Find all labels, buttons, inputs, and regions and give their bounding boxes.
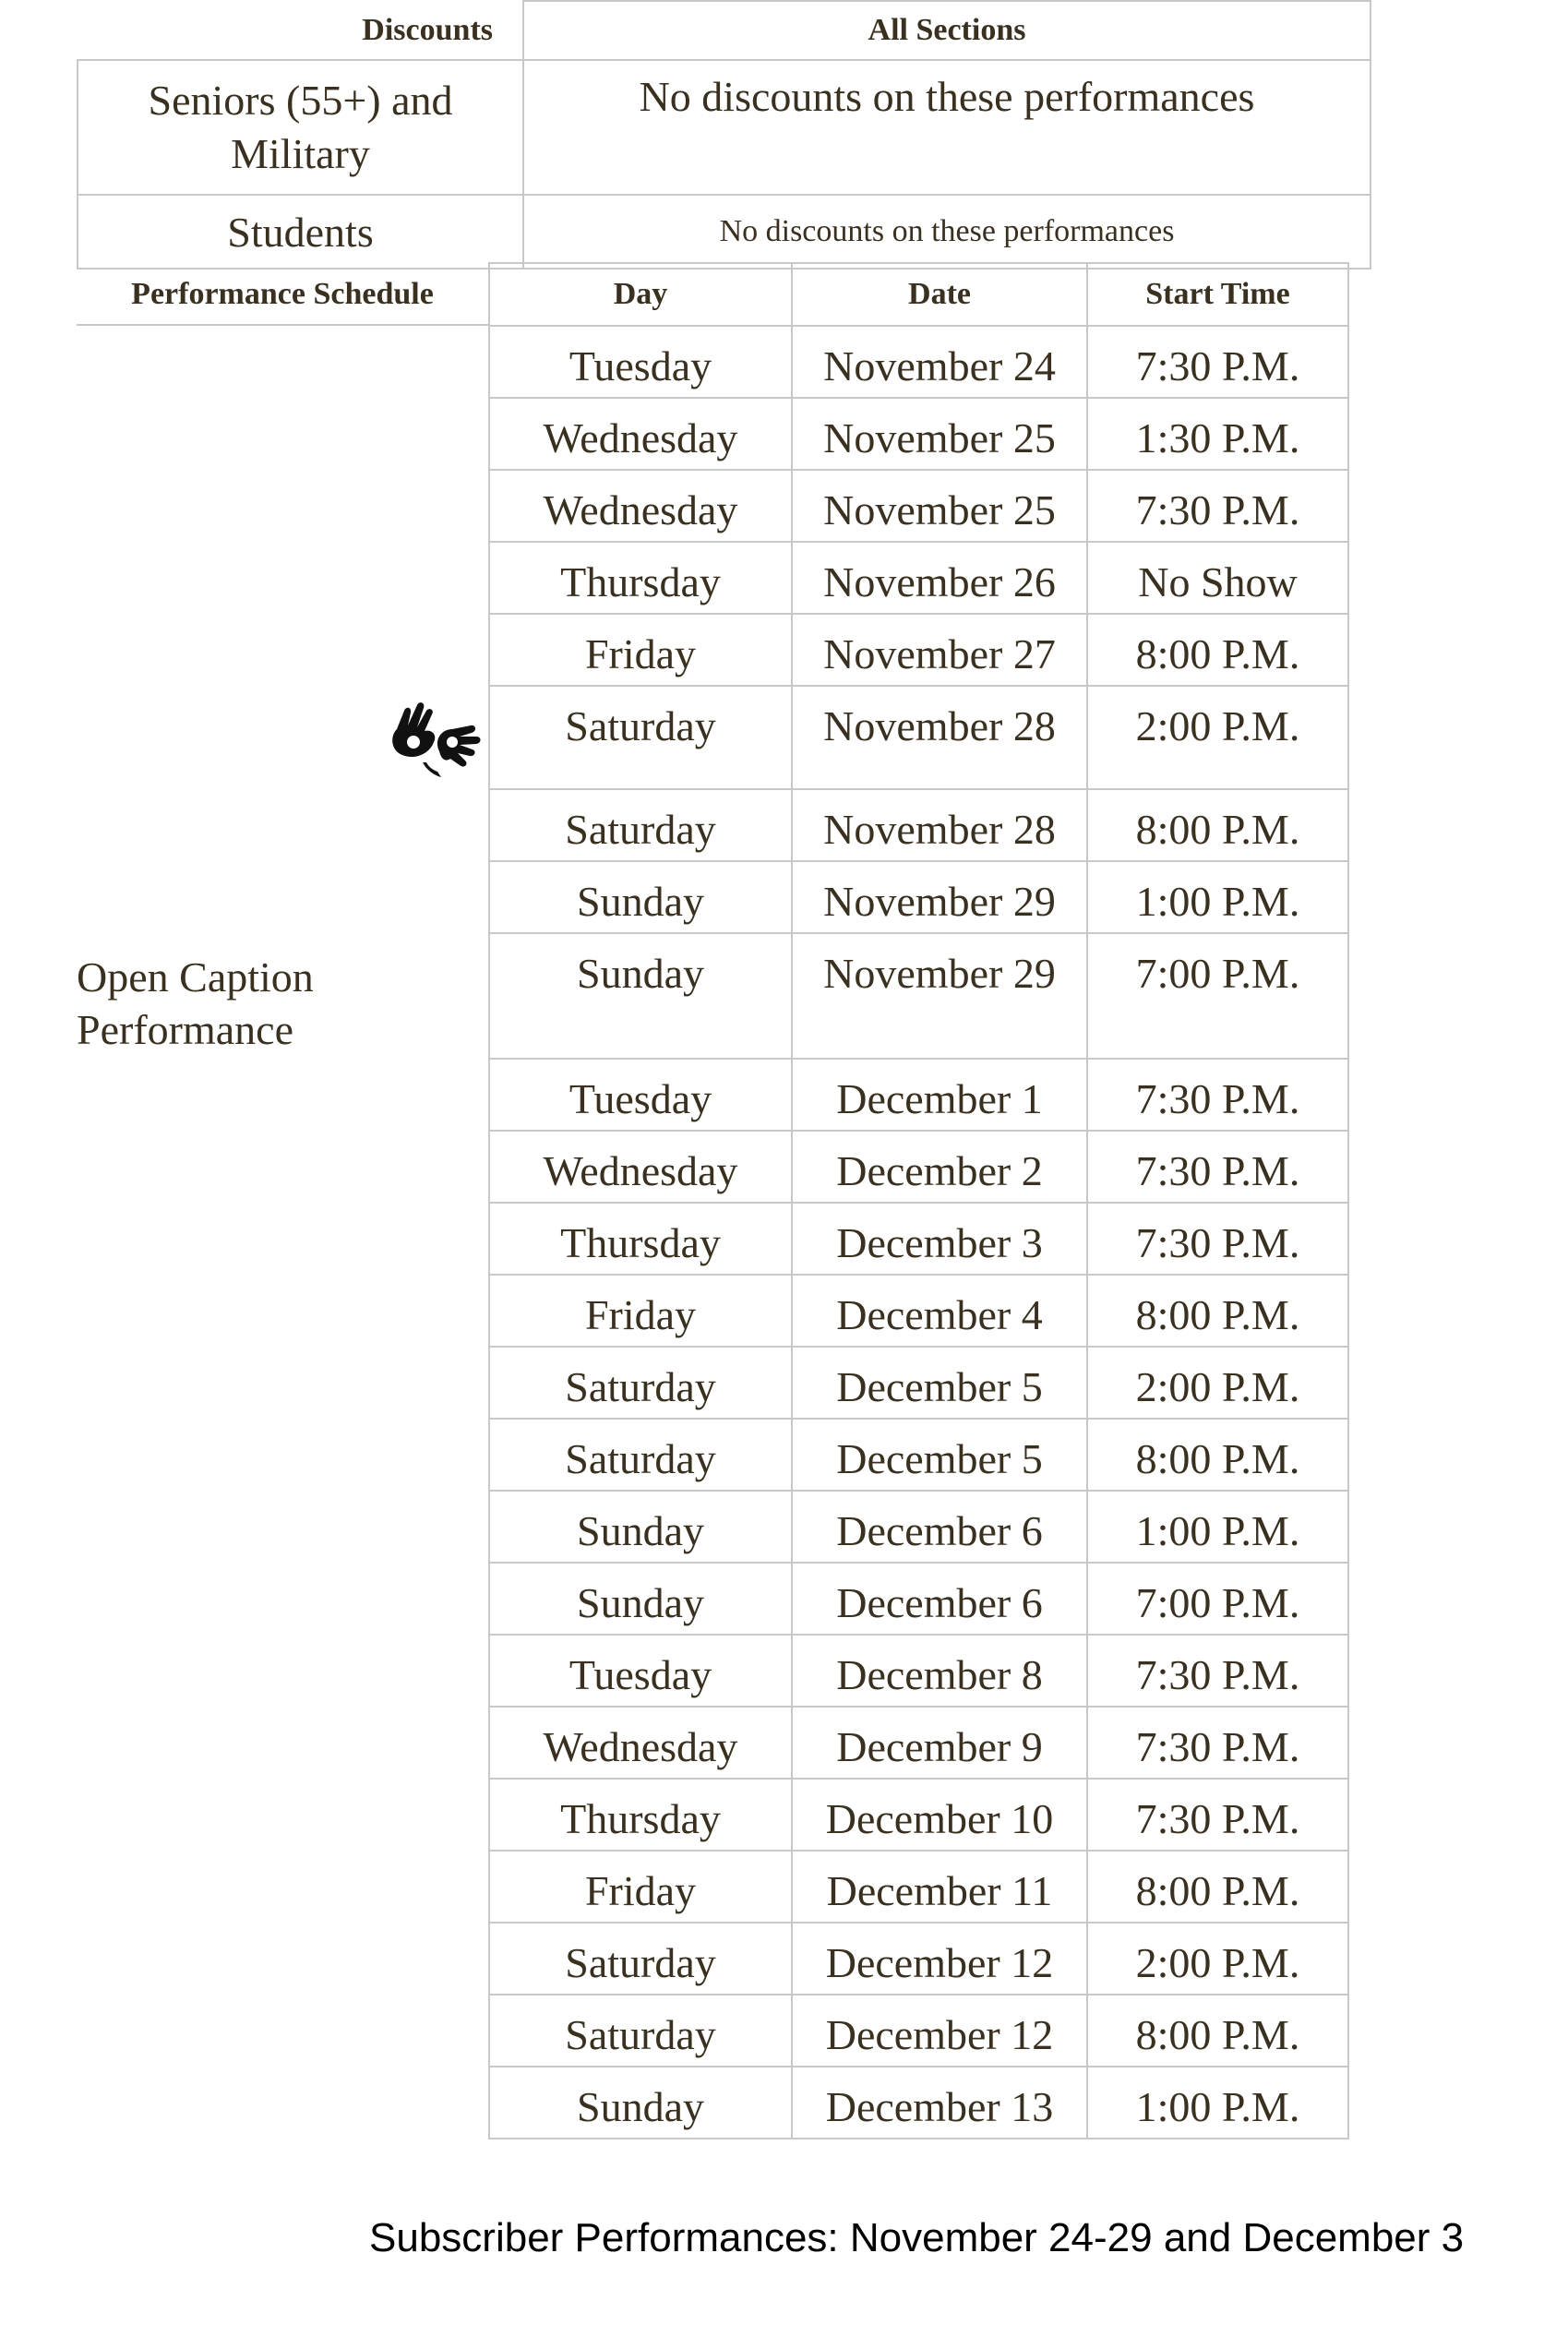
schedule-date-cell: December 5 bbox=[792, 1419, 1087, 1491]
schedule-date-cell: November 29 bbox=[792, 933, 1087, 1059]
schedule-date-cell: December 6 bbox=[792, 1563, 1087, 1635]
schedule-row bbox=[489, 933, 1348, 1059]
schedule-day-cell: Saturday bbox=[489, 1923, 792, 1995]
schedule-time-cell: 7:30 P.M. bbox=[1087, 470, 1348, 542]
schedule-time-cell: 2:00 P.M. bbox=[1087, 686, 1348, 789]
schedule-day-cell: Saturday bbox=[489, 1347, 792, 1419]
schedule-date-cell: December 1 bbox=[792, 1059, 1087, 1131]
schedule-day-cell: Tuesday bbox=[489, 1635, 792, 1707]
schedule-row bbox=[489, 1995, 1348, 2067]
schedule-time-cell: 7:30 P.M. bbox=[1087, 1131, 1348, 1203]
schedule-row bbox=[489, 1203, 1348, 1275]
all-sections-header: All Sections bbox=[523, 1, 1371, 60]
schedule-row bbox=[489, 789, 1348, 861]
date-column-header: Date bbox=[792, 263, 1087, 326]
schedule-time-cell: 8:00 P.M. bbox=[1087, 1419, 1348, 1491]
discount-table bbox=[77, 0, 1371, 270]
schedule-day-cell: Sunday bbox=[489, 861, 792, 933]
schedule-time-cell: No Show bbox=[1087, 542, 1348, 614]
schedule-row bbox=[489, 1635, 1348, 1707]
schedule-time-cell: 1:00 P.M. bbox=[1087, 2067, 1348, 2139]
schedule-header-row bbox=[489, 263, 1348, 326]
schedule-day-cell: Friday bbox=[489, 1851, 792, 1923]
schedule-date-cell: December 5 bbox=[792, 1347, 1087, 1419]
schedule-row bbox=[489, 1491, 1348, 1563]
schedule-row bbox=[489, 614, 1348, 686]
subscriber-performances-note: Subscriber Performances: November 24-29 and December 3 bbox=[369, 2215, 1465, 2260]
schedule-date-cell: November 24 bbox=[792, 326, 1087, 398]
schedule-time-cell: 7:30 P.M. bbox=[1087, 1203, 1348, 1275]
schedule-date-cell: December 6 bbox=[792, 1491, 1087, 1563]
schedule-date-cell: November 29 bbox=[792, 861, 1087, 933]
schedule-day-cell: Saturday bbox=[489, 1419, 792, 1491]
schedule-time-cell: 7:30 P.M. bbox=[1087, 1707, 1348, 1779]
schedule-date-cell: November 28 bbox=[792, 789, 1087, 861]
schedule-date-cell: November 26 bbox=[792, 542, 1087, 614]
schedule-time-cell: 8:00 P.M. bbox=[1087, 1275, 1348, 1347]
schedule-table bbox=[488, 262, 1349, 2139]
schedule-date-cell: December 2 bbox=[792, 1131, 1087, 1203]
schedule-day-cell: Sunday bbox=[489, 1563, 792, 1635]
schedule-day-cell: Saturday bbox=[489, 686, 792, 789]
schedule-day-cell: Thursday bbox=[489, 1203, 792, 1275]
schedule-time-cell: 2:00 P.M. bbox=[1087, 1347, 1348, 1419]
schedule-row bbox=[489, 1419, 1348, 1491]
schedule-date-cell: December 12 bbox=[792, 1923, 1087, 1995]
schedule-day-cell: Tuesday bbox=[489, 326, 792, 398]
open-caption-label: Open Caption Performance bbox=[77, 953, 314, 1053]
schedule-date-cell: December 9 bbox=[792, 1707, 1087, 1779]
schedule-time-cell: 7:30 P.M. bbox=[1087, 1635, 1348, 1707]
schedule-day-cell: Wednesday bbox=[489, 1131, 792, 1203]
schedule-row bbox=[489, 470, 1348, 542]
schedule-row bbox=[489, 1851, 1348, 1923]
schedule-time-cell: 1:00 P.M. bbox=[1087, 1491, 1348, 1563]
schedule-row bbox=[489, 326, 1348, 398]
schedule-day-cell: Thursday bbox=[489, 1779, 792, 1851]
day-column-header: Day bbox=[489, 263, 792, 326]
schedule-row bbox=[489, 686, 1348, 789]
schedule-date-cell: November 27 bbox=[792, 614, 1087, 686]
schedule-row bbox=[489, 398, 1348, 470]
schedule-time-cell: 8:00 P.M. bbox=[1087, 1851, 1348, 1923]
discount-label-seniors: Seniors (55+) and Military bbox=[78, 60, 523, 195]
schedule-row bbox=[489, 1779, 1348, 1851]
schedule-time-cell: 8:00 P.M. bbox=[1087, 789, 1348, 861]
sign-language-interpreter-icon bbox=[386, 698, 484, 783]
performance-schedule-label: Performance Schedule bbox=[77, 263, 488, 326]
schedule-day-cell: Sunday bbox=[489, 1491, 792, 1563]
schedule-date-cell: December 13 bbox=[792, 2067, 1087, 2139]
schedule-time-cell: 7:30 P.M. bbox=[1087, 1059, 1348, 1131]
schedule-day-cell: Wednesday bbox=[489, 398, 792, 470]
schedule-body bbox=[489, 326, 1348, 2139]
schedule-row bbox=[489, 1347, 1348, 1419]
schedule-time-cell: 7:00 P.M. bbox=[1087, 933, 1348, 1059]
schedule-date-cell: November 25 bbox=[792, 398, 1087, 470]
schedule-day-cell: Saturday bbox=[489, 1995, 792, 2067]
schedule-row bbox=[489, 1707, 1348, 1779]
schedule-date-cell: December 8 bbox=[792, 1635, 1087, 1707]
discount-value-students: No discounts on these performances bbox=[523, 195, 1371, 269]
schedule-time-cell: 7:00 P.M. bbox=[1087, 1563, 1348, 1635]
discount-value-seniors: No discounts on these performances bbox=[523, 60, 1371, 195]
schedule-row bbox=[489, 1923, 1348, 1995]
schedule-time-cell: 2:00 P.M. bbox=[1087, 1923, 1348, 1995]
schedule-time-cell: 8:00 P.M. bbox=[1087, 1995, 1348, 2067]
schedule-row bbox=[489, 1059, 1348, 1131]
schedule-row bbox=[489, 542, 1348, 614]
schedule-time-cell: 8:00 P.M. bbox=[1087, 614, 1348, 686]
schedule-day-cell: Wednesday bbox=[489, 1707, 792, 1779]
schedule-time-cell: 7:30 P.M. bbox=[1087, 326, 1348, 398]
schedule-date-cell: December 4 bbox=[792, 1275, 1087, 1347]
schedule-time-cell: 7:30 P.M. bbox=[1087, 1779, 1348, 1851]
discounts-header: Discounts bbox=[78, 1, 523, 60]
schedule-day-cell: Tuesday bbox=[489, 1059, 792, 1131]
schedule-day-cell: Thursday bbox=[489, 542, 792, 614]
discount-row-students bbox=[78, 195, 1371, 269]
schedule-day-cell: Saturday bbox=[489, 789, 792, 861]
discount-label-students: Students bbox=[78, 195, 523, 269]
schedule-date-cell: November 25 bbox=[792, 470, 1087, 542]
schedule-day-cell: Friday bbox=[489, 614, 792, 686]
discount-row-seniors bbox=[78, 60, 1371, 195]
schedule-time-cell: 1:30 P.M. bbox=[1087, 398, 1348, 470]
schedule-date-cell: December 3 bbox=[792, 1203, 1087, 1275]
schedule-row bbox=[489, 861, 1348, 933]
schedule-row bbox=[489, 1131, 1348, 1203]
schedule-row bbox=[489, 1563, 1348, 1635]
schedule-date-cell: November 28 bbox=[792, 686, 1087, 789]
discount-header-row bbox=[78, 1, 1371, 60]
schedule-row bbox=[489, 1275, 1348, 1347]
schedule-date-cell: December 12 bbox=[792, 1995, 1087, 2067]
schedule-date-cell: December 10 bbox=[792, 1779, 1087, 1851]
schedule-time-cell: 1:00 P.M. bbox=[1087, 861, 1348, 933]
schedule-day-cell: Wednesday bbox=[489, 470, 792, 542]
schedule-day-cell: Sunday bbox=[489, 2067, 792, 2139]
schedule-day-cell: Sunday bbox=[489, 933, 792, 1059]
schedule-date-cell: December 11 bbox=[792, 1851, 1087, 1923]
schedule-row bbox=[489, 2067, 1348, 2139]
schedule-day-cell: Friday bbox=[489, 1275, 792, 1347]
start-time-column-header: Start Time bbox=[1087, 263, 1348, 326]
